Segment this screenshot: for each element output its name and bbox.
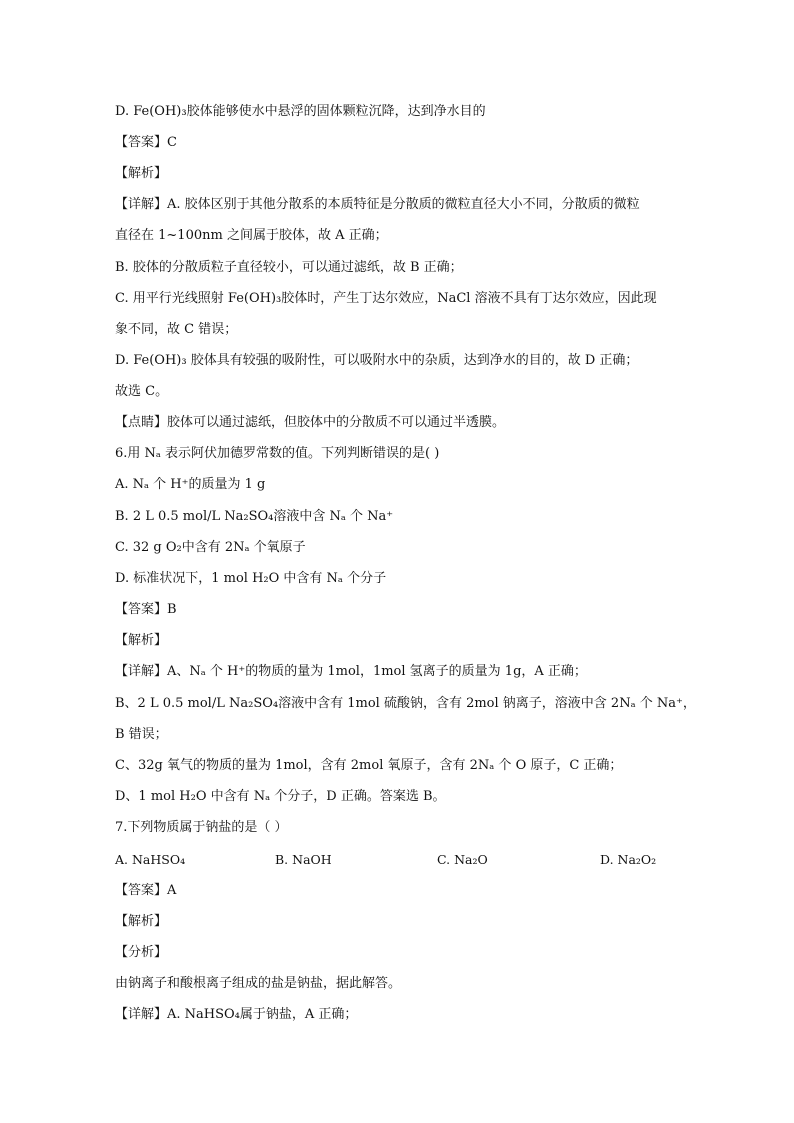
q6-detail-a: 【详解】A、Nₐ 个 H⁺的物质的量为 1mol，1mol 氢离子的质量为 1g，A 正确； [115, 664, 587, 679]
q5-tip: 【点睛】胶体可以通过滤纸，但胶体中的分散质不可以通过半透膜。 [115, 415, 506, 430]
q6-option-b: B. 2 L 0.5 mol/L Na₂SO₄溶液中含 Nₐ 个 Na⁺ [115, 509, 394, 524]
q5-analysis-heading: 【解析】 [115, 166, 168, 181]
q5-option-d: D. Fe(OH)₃胶体能够使水中悬浮的固体颗粒沉降，达到净水目的 [115, 104, 486, 119]
q6-detail-b-line2: B 错误； [115, 727, 168, 742]
q5-conclusion: 故选 C。 [115, 384, 169, 399]
q6-option-a: A. Nₐ 个 H⁺的质量为 1 g [115, 477, 266, 492]
q5-answer: 【答案】C [115, 135, 177, 150]
q6-option-c: C. 32 g O₂中含有 2Nₐ 个氧原子 [115, 540, 306, 555]
q6-detail-d: D、1 mol H₂O 中含有 Nₐ 个分子，D 正确。答案选 B。 [115, 789, 446, 804]
q7-fenxi-heading: 【分析】 [115, 945, 168, 960]
q7-analysis-heading: 【解析】 [115, 914, 168, 929]
q7-answer: 【答案】A [115, 883, 177, 898]
q5-detail-c-line1: C. 用平行光线照射 Fe(OH)₃胶体时，产生丁达尔效应，NaCl 溶液不具有丁达尔效应，因此现 [115, 291, 657, 306]
q6-answer: 【答案】B [115, 602, 177, 617]
q5-detail-d: D. Fe(OH)₃ 胶体具有较强的吸附性，可以吸附水中的杂质，达到净水的目的，故 D 正确； [115, 353, 639, 368]
q5-detail-a-line2: 直径在 1~100nm 之间属于胶体，故 A 正确； [115, 228, 388, 243]
q5-detail-b: B. 胶体的分散质粒子直径较小，可以通过滤纸，故 B 正确； [115, 260, 463, 275]
q6-analysis-heading: 【解析】 [115, 633, 168, 648]
q7-option-c: C. Na₂O [437, 852, 488, 867]
q5-detail-a-line1: 【详解】A. 胶体区别于其他分散系的本质特征是分散质的微粒直径大小不同，分散质的微粒 [115, 197, 640, 212]
q7-option-a: A. NaHSO₄ [115, 852, 186, 867]
q6-stem: 6.用 Nₐ 表示阿伏加德罗常数的值。下列判断错误的是( ) [115, 446, 440, 461]
q7-option-d: D. Na₂O₂ [600, 852, 657, 867]
q7-option-b: B. NaOH [275, 852, 332, 867]
q7-stem: 7.下列物质属于钠盐的是（ ） [115, 820, 288, 835]
q6-option-d: D. 标准状况下，1 mol H₂O 中含有 Nₐ 个分子 [115, 571, 387, 586]
q7-fenxi-text: 由钠离子和酸根离子组成的盐是钠盐，据此解答。 [115, 976, 402, 991]
q6-detail-b-line1: B、2 L 0.5 mol/L Na₂SO₄溶液中含有 1mol 硫酸钠，含有 2mol 钠离子，溶液中含 2Nₐ 个 Na⁺， [115, 696, 696, 711]
q7-detail-a: 【详解】A. NaHSO₄属于钠盐，A 正确； [115, 1007, 358, 1022]
q5-detail-c-line2: 象不同，故 C 错误； [115, 322, 238, 337]
q6-detail-c: C、32g 氧气的物质的量为 1mol，含有 2mol 氧原子，含有 2Nₐ 个 O 原子，C 正确； [115, 758, 623, 773]
